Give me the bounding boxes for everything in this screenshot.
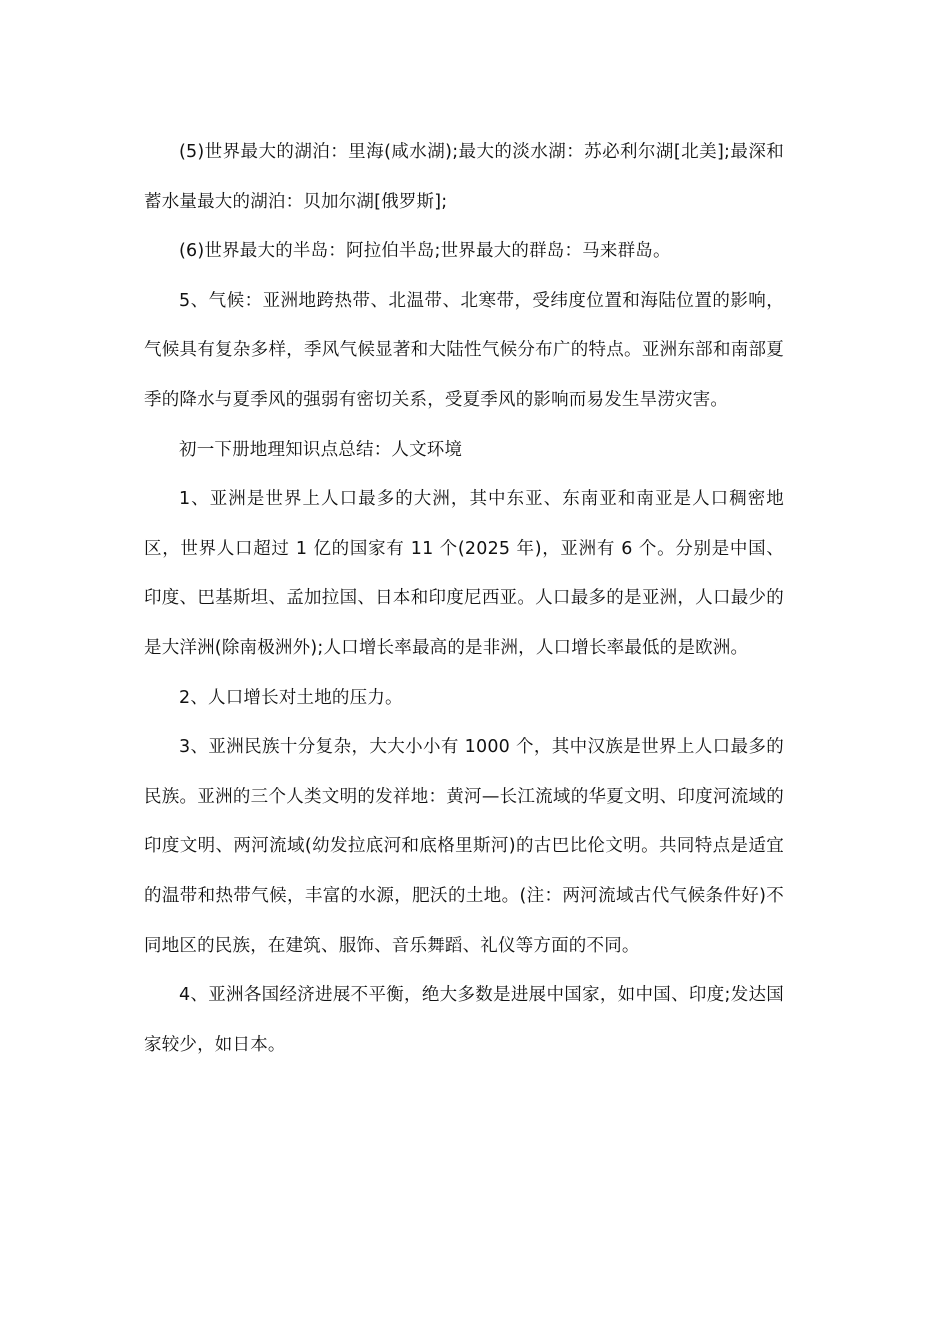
paragraph-climate: 5、气候：亚洲地跨热带、北温带、北寒带，受纬度位置和海陆位置的影响，气候具有复杂多样，季风气候显著和大陆性气候分布广的特点。亚洲东部和南部夏季的降水与夏季风的强弱有密切关系，受夏季风的影响而易发生旱涝灾害。 [144,290,784,410]
document-body [144,128,784,1070]
paragraph-economy: 4、亚洲各国经济进展不平衡，绝大多数是进展中国家，如中国、印度;发达国家较少，如日本。 [144,985,784,1055]
section-heading-human-environment: 初一下册地理知识点总结：人文环境 [179,439,463,460]
paragraph-lakes: (5)世界最大的湖泊：里海(咸水湖);最大的淡水湖：苏必利尔湖[北美];最深和蓄水量最大的湖泊：贝加尔湖[俄罗斯]; [144,142,784,212]
paragraph-ethnic-groups: 3、亚洲民族十分复杂，大大小小有 1000 个，其中汉族是世界上人口最多的民族。亚洲的三个人类文明的发祥地：黄河—长江流域的华夏文明、印度河流域的印度文明、两河流域(幼发拉底河和底格里斯河)的古巴比伦文明。共同特点是适宜的温带和热带气候，丰富的水源，肥沃的土地。(注：两河流域古代气候条件好)不同地区的民族，在建筑、服饰、音乐舞蹈、礼仪等方面的不同。 [144,737,784,956]
paragraph-population: 1、亚洲是世界上人口最多的大洲，其中东亚、东南亚和南亚是人口稠密地区，世界人口超过 1 亿的国家有 11 个(2025 年)，亚洲有 6 个。分别是中国、印度、巴基斯坦、孟加拉国、日本和印度尼西亚。人口最多的是亚洲，人口最少的是大洋洲(除南极洲外);人口增长率最高的是非洲，人口增长率最低的是欧洲。 [144,489,784,658]
paragraph-land-pressure: 2、人口增长对土地的压力。 [179,687,403,708]
paragraph-peninsula: (6)世界最大的半岛：阿拉伯半岛;世界最大的群岛：马来群岛。 [179,241,671,262]
